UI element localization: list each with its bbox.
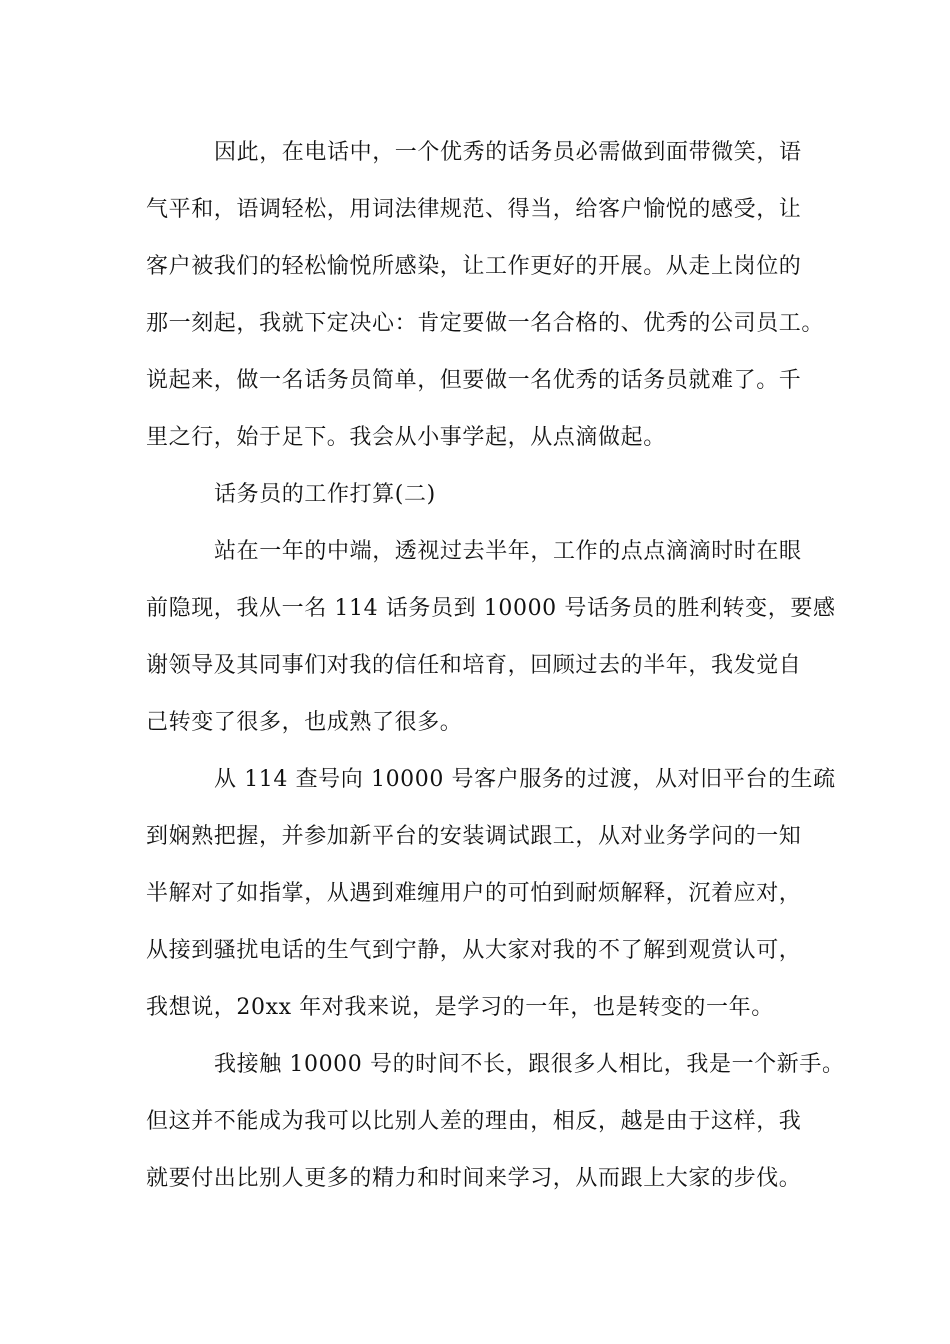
paragraph-line: 但这并不能成为我可以比别人差的理由，相反，越是由于这样，我: [146, 1109, 802, 1134]
paragraph-line: 那一刻起，我就下定决心：肯定要做一名合格的、优秀的公司员工。: [146, 311, 825, 336]
paragraph-line: 半解对了如指掌，从遇到难缠用户的可怕到耐烦解释，沉着应对，: [146, 881, 802, 906]
paragraph-line: 谢领导及其同事们对我的信任和培育，回顾过去的半年，我发觉自: [146, 653, 802, 678]
paragraph-line: 说起来，做一名话务员简单，但要做一名优秀的话务员就难了。千: [146, 368, 802, 393]
paragraph-line: 己转变了很多，也成熟了很多。: [146, 710, 463, 735]
paragraph-line: 我接触 10000 号的时间不长，跟很多人相比，我是一个新手。: [214, 1052, 845, 1077]
paragraph-line: 到娴熟把握，并参加新平台的安装调试跟工，从对业务学问的一知: [146, 824, 802, 849]
paragraph-line: 我想说，20xx 年对我来说，是学习的一年，也是转变的一年。: [146, 995, 774, 1020]
paragraph-line: 前隐现，我从一名 114 话务员到 10000 号话务员的胜利转变，要感: [146, 596, 836, 621]
paragraph-line: 因此，在电话中，一个优秀的话务员必需做到面带微笑，语: [214, 140, 802, 165]
paragraph-line: 气平和，语调轻松，用词法律规范、得当，给客户愉悦的感受，让: [146, 197, 802, 222]
paragraph-line: 站在一年的中端，透视过去半年，工作的点点滴滴时时在眼: [214, 539, 802, 564]
paragraph-line: 从接到骚扰电话的生气到宁静，从大家对我的不了解到观赏认可，: [146, 938, 802, 963]
paragraph-line: 就要付出比别人更多的精力和时间来学习，从而跟上大家的步伐。: [146, 1166, 802, 1191]
paragraph-line: 里之行，始于足下。我会从小事学起，从点滴做起。: [146, 425, 666, 450]
section-heading: 话务员的工作打算(二): [214, 482, 436, 507]
paragraph-line: 从 114 查号向 10000 号客户服务的过渡，从对旧平台的生疏: [214, 767, 836, 792]
paragraph-line: 客户被我们的轻松愉悦所感染，让工作更好的开展。从走上岗位的: [146, 254, 802, 279]
